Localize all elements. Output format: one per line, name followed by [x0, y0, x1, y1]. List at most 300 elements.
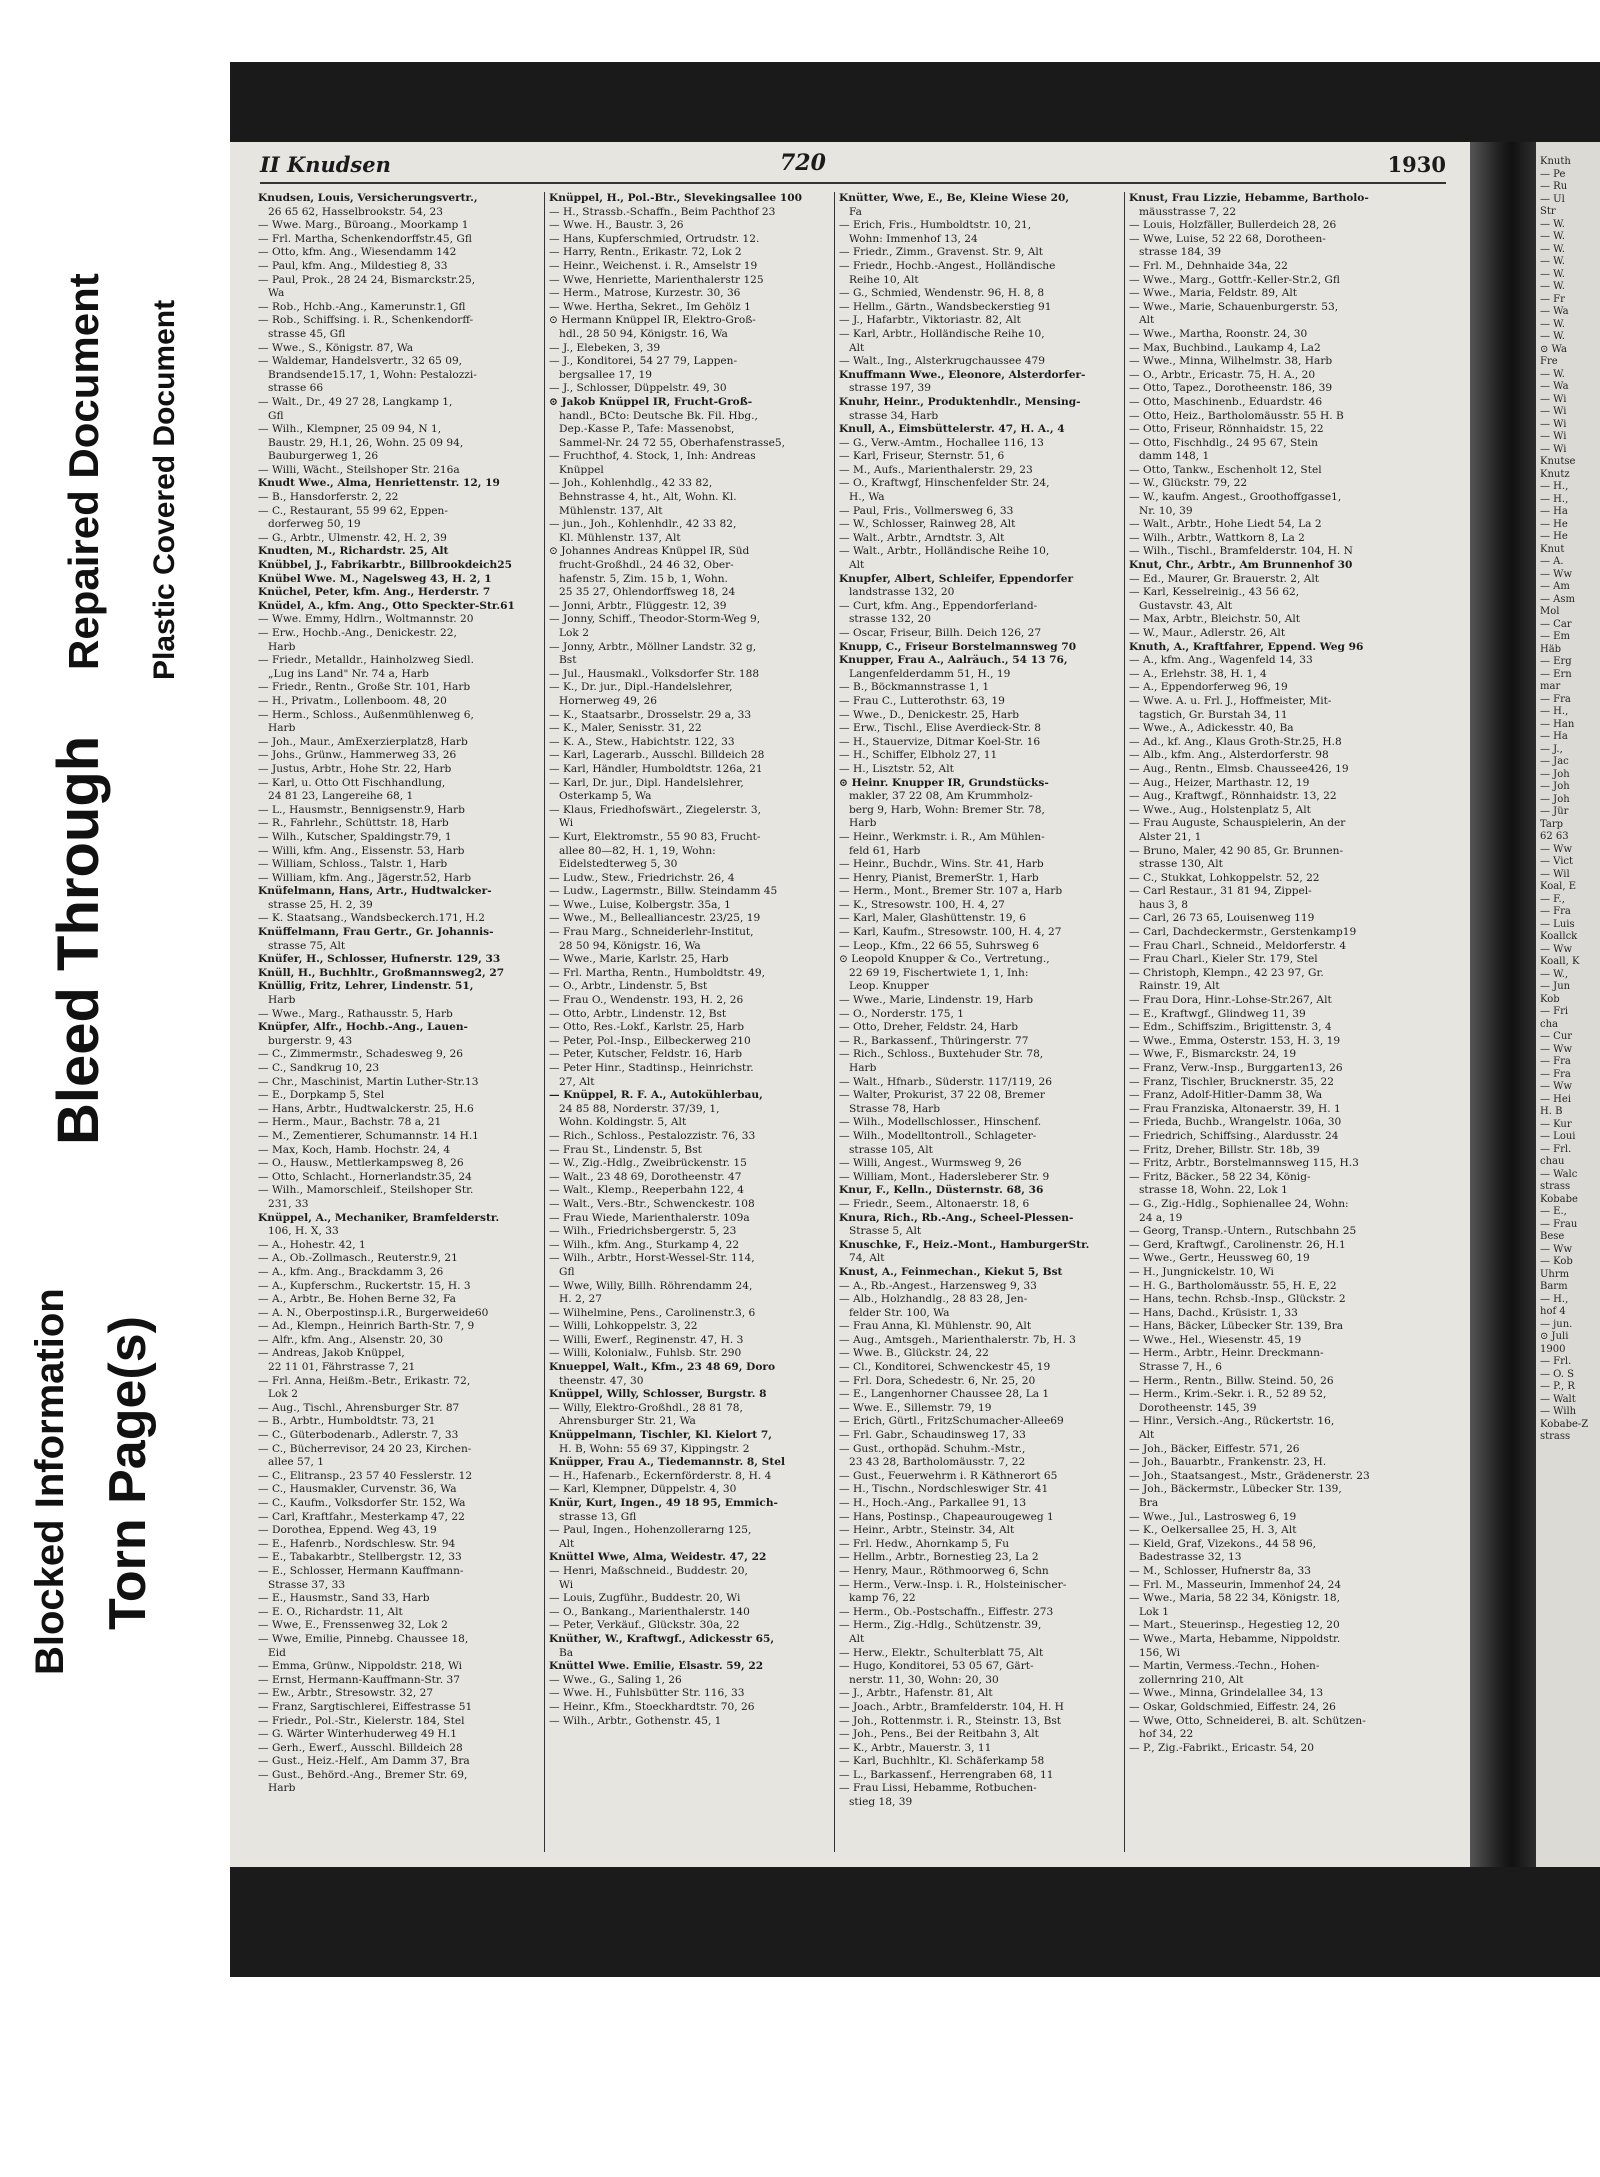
directory-entry: — A., Kupferschm., Ruckertstr. 15, H. 3 — [258, 1279, 471, 1292]
directory-entry: — K., Maler, Senisstr. 31, 22 — [549, 722, 702, 735]
directory-entry: — Peter, Pol.-Insp., Eilbeckerweg 210 — [549, 1034, 751, 1047]
directory-entry: — Klaus, Friedhofswärt., Ziegelerstr. 3, — [549, 803, 762, 816]
directory-entry: — Walt., Arbtr., Holländische Reihe 10, — [839, 545, 1050, 558]
directory-entry: Gfl — [559, 1265, 575, 1278]
directory-entry: — Ernst, Hermann-Kauffmann-Str. 37 — [258, 1673, 460, 1686]
directory-entry: — Rich., Schloss., Pestalozzistr. 76, 33 — [549, 1129, 756, 1142]
directory-entry: Harb — [849, 817, 877, 830]
edge-fragment: — H., — [1540, 1293, 1569, 1305]
directory-entry: — E., Hafenrb., Nordschlesw. Str. 94 — [258, 1537, 456, 1550]
directory-entry: dorferweg 50, 19 — [268, 518, 361, 531]
directory-entry: — B., Böckmannstrasse 1, 1 — [839, 681, 990, 694]
directory-entry: — Fritz, Dreher, Billstr. Str. 18b, 39 — [1129, 1143, 1320, 1156]
directory-entry: — Wwe, Emilie, Pinnebg. Chaussee 18, — [258, 1632, 469, 1645]
edge-fragment: — Luis — [1540, 918, 1575, 930]
directory-entry: — Wwe., Maria, 58 22 34, Königstr. 18, — [1129, 1592, 1341, 1605]
directory-entry: Gustavstr. 43, Alt — [1139, 599, 1233, 612]
directory-entry: — Wwe, Otto, Schneiderei, B. alt. Schützen- — [1129, 1714, 1366, 1727]
directory-entry: — Joh., Staatsangest., Mstr., Grädenerstr. 23 — [1129, 1469, 1370, 1482]
directory-entry: — Wilh., Arbtr., Wattkorn 8, La 2 — [1129, 531, 1305, 544]
edge-fragment: Knutse — [1540, 456, 1576, 467]
directory-entry: — Wilh., Kutscher, Spaldingstr.79, 1 — [258, 830, 452, 843]
edge-fragment: — O. S — [1540, 1368, 1574, 1380]
edge-fragment: ⊙ Wa — [1540, 343, 1567, 355]
directory-entry: — Friedr., Metalldr., Hainholzweg Siedl. — [258, 654, 474, 667]
directory-entry: — Alfr., kfm. Ang., Alsenstr. 20, 30 — [258, 1333, 443, 1346]
directory-entry: — Alb., Holzhandlg., 28 83 28, Jen- — [839, 1293, 1028, 1306]
directory-entry: — Harry, Rentn., Erikastr. 72, Lok 2 — [549, 246, 742, 259]
edge-fragment: — W. — [1540, 281, 1565, 292]
edge-fragment: — jun. — [1540, 1318, 1573, 1330]
directory-entry: — Wwe, F., Bismarckstr. 24, 19 — [1129, 1048, 1297, 1061]
directory-entry: Ahrensburger Str. 21, Wa — [559, 1415, 696, 1428]
directory-entry: Knuhr, Heinr., Produktenhdlr., Mensing- — [839, 395, 1081, 408]
column-3 — [834, 192, 1115, 1852]
directory-entry: — G., Verw.-Amtm., Hochallee 116, 13 — [839, 436, 1044, 449]
directory-entry: — Rob., Hchb.-Ang., Kamerunstr.1, Gfl — [258, 300, 466, 313]
directory-entry: Brandsende15.17, 1, Wohn: Pestalozzi- — [268, 368, 477, 381]
edge-fragment: Mol — [1540, 606, 1560, 617]
edge-fragment: Koall, K — [1540, 956, 1580, 967]
directory-entry: — Wilh., Arbtr., Gothenstr. 45, 1 — [549, 1714, 722, 1727]
plastic-covered-label: Plastic Covered Document — [148, 299, 181, 680]
directory-entry: Dep.-Kasse P., Tafe: Massenobst, — [559, 423, 735, 436]
directory-entry: — Herm., Maur., Bachstr. 78 a, 21 — [258, 1116, 442, 1129]
directory-entry: Hornerweg 49, 26 — [559, 694, 658, 707]
edge-fragment: Knut — [1540, 543, 1565, 555]
scanned-page — [230, 62, 1600, 1977]
directory-entry: — A., Ob.-Zollmasch., Reuterstr.9, 21 — [258, 1252, 458, 1265]
directory-entry: — Willi, Kolonialw., Fuhlsb. Str. 290 — [549, 1347, 742, 1360]
directory-entry: Sammel-Nr. 24 72 55, Oberhafenstrasse5, — [559, 436, 785, 449]
directory-entry: — Paul, kfm. Ang., Mildestieg 8, 33 — [258, 259, 448, 272]
directory-entry: 231, 33 — [268, 1197, 309, 1210]
directory-entry: — E. O., Richardstr. 11, Alt — [258, 1605, 403, 1618]
directory-entry: strasse 197, 39 — [849, 382, 932, 395]
directory-entry: Knudsen, Louis, Versicherungsvertr., — [258, 192, 478, 204]
directory-entry: Knüpper, Frau A., Tiedemannstr. 8, Stel — [549, 1456, 785, 1469]
directory-entry: — Jonny, Arbtr., Möllner Landstr. 32 g, — [549, 640, 757, 653]
directory-entry: — C., Güterbodenarb., Adlerstr. 7, 33 — [258, 1429, 459, 1442]
directory-entry: — A., kfm. Ang., Brackdamm 3, 26 — [258, 1265, 444, 1278]
directory-entry: — Herm., Matrose, Kurzestr. 30, 36 — [549, 287, 741, 300]
directory-entry: — Herm., Schloss., Außenmühlenweg 6, — [258, 708, 474, 721]
edge-fragment: — W., — [1540, 968, 1569, 980]
directory-entry: — W., Schlosser, Rainweg 28, Alt — [839, 518, 1016, 531]
directory-entry: Langenfelderdamm 51, H., 19 — [849, 667, 1011, 680]
directory-entry: — Karl, Klempner, Düppelstr. 4, 30 — [549, 1483, 737, 1496]
edge-fragment: — Asm — [1540, 593, 1576, 605]
directory-entry: — Fritz, Arbtr., Borstelmannsweg 115, H.3 — [1129, 1157, 1359, 1170]
directory-entry: — Wilh., Modelltontroll., Schlageter- — [839, 1129, 1037, 1142]
directory-entry: — Wwe., Minna, Wilhelmstr. 38, Harb — [1129, 355, 1333, 368]
directory-entry: strasse 132, 20 — [849, 613, 932, 626]
directory-entry: Knuschke, F., Heiz.-Mont., HamburgerStr. — [839, 1238, 1090, 1251]
facing-page-fragments — [1536, 142, 1600, 1444]
edge-fragment: — W. — [1540, 243, 1565, 255]
edge-fragment: — Ww — [1540, 1243, 1573, 1255]
directory-entry: — Otto, kfm. Ang., Wiesendamm 142 — [258, 246, 457, 259]
directory-entry: — Cl., Konditorei, Schwenckestr 45, 19 — [839, 1361, 1051, 1374]
directory-entry: — Hellm., Gärtn., Wandsbeckerstieg 91 — [839, 300, 1052, 313]
edge-fragment: — Wi — [1540, 406, 1567, 417]
edge-fragment: — P., R — [1540, 1381, 1575, 1392]
edge-fragment: Kobabe-Z — [1540, 1418, 1589, 1430]
edge-fragment: chau — [1540, 1156, 1565, 1167]
directory-entry: Lok 1 — [1139, 1605, 1169, 1618]
edge-fragment: — Ha — [1540, 506, 1568, 517]
directory-entry: Knüttel Wwe. Emilie, Elsastr. 59, 22 — [549, 1660, 764, 1673]
edge-fragment: — Pe — [1540, 168, 1566, 180]
directory-entry: — Wilh., Friedrichsbergerstr. 5, 23 — [549, 1225, 737, 1238]
directory-entry: haus 3, 8 — [1139, 898, 1188, 911]
edge-fragment: — Wi — [1540, 393, 1567, 405]
directory-entry: — Paul, Fris., Vollmersweg 6, 33 — [839, 504, 1014, 517]
directory-entry: — Wwe., M., Bellealliancestr. 23/25, 19 — [549, 912, 761, 925]
directory-entry: Lok 2 — [268, 1388, 298, 1401]
directory-entry: — Aug., Kraftwgf., Rönnhaidstr. 13, 22 — [1129, 790, 1337, 803]
directory-entry: Knuth, A., Kraftfahrer, Eppend. Weg 96 — [1129, 640, 1364, 653]
edge-fragment: — Car — [1540, 618, 1572, 630]
directory-entry: 23 43 28, Bartholomäusstr. 7, 22 — [849, 1456, 1026, 1469]
edge-fragment: — Wa — [1540, 306, 1569, 317]
directory-entry: — Gerh., Ewerf., Ausschl. Billdeich 28 — [258, 1741, 463, 1754]
edge-fragment: — Wi — [1540, 443, 1567, 455]
directory-entry: allee 80—82, H. 1, 19, Wohn: — [559, 844, 716, 857]
directory-entry: — C., Zimmermstr., Schadesweg 9, 26 — [258, 1048, 463, 1061]
directory-entry: — Joach., Arbtr., Bramfelderstr. 104, H. H — [839, 1700, 1064, 1713]
directory-entry: — Willi, Wächt., Steilshoper Str. 216a — [258, 463, 460, 476]
directory-entry: — Joh., Bäckermstr., Lübecker Str. 139, — [1129, 1483, 1342, 1496]
directory-entry: — Herm., Ob.-Postschaffn., Eiffestr. 273 — [839, 1605, 1054, 1618]
directory-entry: — Walt., Arbtr., Arndtstr. 3, Alt — [839, 531, 1005, 544]
directory-entry: — Wwe., D., Denickestr. 25, Harb — [839, 708, 1020, 721]
directory-entry: — Frl. Martha, Rentn., Humboldtstr. 49, — [549, 966, 765, 979]
directory-entry: Osterkamp 5, Wa — [559, 790, 652, 803]
directory-entry: Knust, A., Feinmechan., Kiekut 5, Bst — [839, 1265, 1063, 1278]
directory-entry: — Carl, 26 73 65, Louisenweg 119 — [1129, 912, 1315, 925]
directory-entry: — Ew., Arbtr., Stresowstr. 32, 27 — [258, 1687, 434, 1700]
directory-entry: Wa — [268, 287, 285, 300]
directory-entry: 27, Alt — [559, 1075, 595, 1088]
directory-entry: Dorotheenstr. 145, 39 — [1139, 1401, 1257, 1414]
directory-entry: — Carl Restaur., 31 81 94, Zippel- — [1129, 885, 1312, 898]
directory-entry: Mühlenstr. 137, Alt — [559, 504, 663, 517]
edge-fragment: strass — [1540, 1431, 1571, 1442]
directory-entry: 24 85 88, Norderstr. 37/39, 1, — [559, 1102, 720, 1115]
scan-background-top — [230, 62, 1600, 142]
edge-fragment: — Kur — [1540, 1118, 1572, 1130]
directory-entry: — Friedr., Seem., Altonaerstr. 18, 6 — [839, 1197, 1030, 1210]
directory-entry: H. B, Wohn: 55 69 37, Kippingstr. 2 — [559, 1442, 750, 1455]
directory-entry: Eid — [268, 1646, 286, 1659]
directory-entry: 106, H. X, 33 — [268, 1225, 339, 1238]
directory-entry: — Leop., Kfm., 22 66 55, Suhrsweg 6 — [839, 939, 1040, 952]
directory-entry: strasse 184, 39 — [1139, 246, 1222, 259]
directory-entry: berg 9, Harb, Wohn: Bremer Str. 78, — [849, 803, 1045, 816]
edge-fragment: — He — [1540, 531, 1568, 542]
directory-entry: — Willy, Elektro-Großhdl., 28 81 78, — [549, 1401, 743, 1414]
directory-entry: — Heinr., Werkmstr. i. R., Am Mühlen- — [839, 830, 1045, 843]
directory-entry: — H., Privatm., Lollenboom. 48, 20 — [258, 694, 447, 707]
directory-entry: Harb — [849, 1062, 877, 1074]
directory-entry: — Joh., Kohlenhdlg., 42 33 82, — [549, 477, 713, 490]
directory-entry: — G., Zig.-Hdlg., Sophienallee 24, Wohn: — [1129, 1197, 1349, 1210]
directory-entry: — Wwe., Luise, Kolbergstr. 35a, 1 — [549, 898, 731, 911]
directory-entry: — William, Schloss., Talstr. 1, Harb — [258, 858, 448, 871]
directory-entry: Knura, Rich., Rb.-Ang., Scheel-Plessen- — [839, 1211, 1074, 1224]
directory-entry: 25 35 27, Ohlendorffsweg 18, 24 — [559, 586, 736, 599]
directory-entry: 156, Wi — [1139, 1646, 1181, 1659]
directory-entry: — Justus, Arbtr., Hohe Str. 22, Harb — [258, 762, 452, 775]
directory-entry: — Fruchthof, 4. Stock, 1, Inh: Andreas — [549, 450, 756, 463]
edge-fragment: — F., — [1540, 893, 1565, 905]
directory-entry: — C., Restaurant, 55 99 62, Eppen- — [258, 504, 448, 517]
edge-fragment: — Joh — [1540, 793, 1570, 805]
directory-entry: Strasse 5, Alt — [849, 1225, 922, 1238]
directory-entry: Fa — [849, 205, 862, 218]
directory-entry: Knür, Kurt, Ingen., 49 18 95, Emmich- — [549, 1497, 778, 1509]
directory-entry: ⊙ Johannes Andreas Knüppel IR, Süd — [549, 545, 750, 558]
directory-entry: — Wwe. H., Fuhlsbütter Str. 116, 33 — [549, 1687, 745, 1700]
directory-entry: Harb — [268, 994, 296, 1007]
directory-entry: Wi — [559, 1578, 574, 1591]
directory-entry: — Gust., Feuerwehrm i. R Käthnerort 65 — [839, 1469, 1058, 1482]
directory-entry: Harb — [268, 722, 296, 735]
directory-entry: — Alb., kfm. Ang., Alsterdorferstr. 98 — [1129, 749, 1329, 762]
directory-entry: 26 65 62, Hasselbrookstr. 54, 23 — [268, 205, 444, 218]
directory-entry: — K. A., Stew., Habichtstr. 122, 33 — [549, 735, 735, 748]
directory-entry: — Kurt, Elektromstr., 55 90 83, Frucht- — [549, 830, 761, 843]
directory-entry: — Karl, Dr. jur., Dipl. Handelslehrer, — [549, 776, 744, 789]
directory-entry: — G., Arbtr., Ulmenstr. 42, H. 2, 39 — [258, 531, 447, 544]
directory-entry: — Ad., Klempn., Heinrich Barth-Str. 7, 9 — [258, 1320, 475, 1333]
directory-entry: Bra — [1139, 1497, 1159, 1509]
directory-entry: — Wilhelmine, Pens., Carolinenstr.3, 6 — [549, 1306, 756, 1319]
directory-entry: — Ed., Maurer, Gr. Brauerstr. 2, Alt — [1129, 572, 1320, 585]
directory-entry: — P., Zig.-Fabrikt., Ericastr. 54, 20 — [1129, 1741, 1314, 1754]
directory-entry: — Franz, Verw.-Insp., Burggarten13, 26 — [1129, 1062, 1343, 1074]
directory-entry: — Oskar, Goldschmied, Eiffestr. 24, 26 — [1129, 1700, 1336, 1713]
directory-entry: — Frau St., Lindenstr. 5, Bst — [549, 1143, 702, 1156]
directory-entry: — W., kaufm. Angest., Groothoffgasse1, — [1129, 491, 1342, 504]
directory-entry: — Ludw., Stew., Friedrichstr. 26, 4 — [549, 871, 735, 884]
directory-entry: — H., Schiffer, Elbholz 27, 11 — [839, 749, 998, 762]
edge-fragment: — Erg — [1540, 656, 1572, 667]
directory-entry: Knüfelmann, Hans, Artr., Hudtwalcker- — [258, 885, 492, 898]
edge-fragment: Barm — [1540, 1281, 1568, 1292]
directory-entry: — Wwe., Aug., Holstenplatz 5, Alt — [1129, 803, 1311, 816]
directory-entry: — Wilh., Mamorschleif., Steilshoper Str. — [258, 1184, 474, 1197]
directory-entry: — Frl. Anna, Heißm.-Betr., Erikastr. 72, — [258, 1374, 471, 1387]
directory-entry: — Aug., Rentn., Elmsb. Chaussee426, 19 — [1129, 762, 1349, 775]
directory-entry: — Karl, Händler, Humboldtstr. 126a, 21 — [549, 762, 763, 775]
directory-entry: — Friedrich, Schiffsing., Alardusstr. 24 — [1129, 1129, 1339, 1142]
edge-fragment: — J., — [1540, 743, 1563, 755]
edge-fragment: — Frl. — [1540, 1143, 1572, 1155]
directory-entry: — Knüppel, R. F. A., Autokühlerbau, — [549, 1089, 763, 1102]
directory-entry: — Wwe, Henriette, Marienthalerstr 125 — [549, 273, 764, 286]
directory-entry: — J., Elebeken, 3, 39 — [549, 341, 661, 354]
edge-fragment: — Vict — [1540, 856, 1574, 867]
directory-entry: — Frau Anna, Kl. Mühlenstr. 90, Alt — [839, 1320, 1032, 1333]
directory-entry: — Friedr., Pol.-Str., Kielerstr. 184, Stel — [258, 1714, 465, 1727]
directory-entry: — Walt., Hfnarb., Süderstr. 117/119, 26 — [839, 1075, 1052, 1088]
directory-entry: — A. N., Oberpostinsp.i.R., Burgerweide60 — [258, 1306, 489, 1319]
edge-fragment: — Jac — [1540, 756, 1569, 767]
directory-entry: — Erich, Fris., Humboldtstr. 10, 21, — [839, 219, 1032, 232]
directory-entry: — E., Dorpkamp 5, Stel — [258, 1089, 385, 1102]
directory-entry: — Joh., Bauarbtr., Frankenstr. 23, H. — [1129, 1456, 1327, 1469]
directory-entry: Knueppel, Walt., Kfm., 23 48 69, Doro — [549, 1361, 776, 1374]
directory-entry: — Henry, Pianist, BremerStr. 1, Harb — [839, 871, 1039, 884]
directory-entry: — A., Arbtr., Be. Hohen Berne 32, Fa — [258, 1293, 456, 1306]
edge-fragment: — Wi — [1540, 418, 1567, 430]
directory-entry: Knust, Frau Lizzie, Hebamme, Bartholo- — [1129, 192, 1369, 204]
directory-entry: — Frau Franziska, Altonaerstr. 39, H. 1 — [1129, 1102, 1341, 1115]
directory-entry: — Frau Charl., Schneid., Meldorferstr. 4 — [1129, 939, 1347, 952]
directory-columns — [258, 192, 1408, 1852]
directory-entry: — Karl, Friseur, Sternstr. 51, 6 — [839, 450, 1005, 463]
directory-entry: mäusstrasse 7, 22 — [1139, 205, 1237, 218]
directory-entry: Knüttel Wwe, Alma, Weidestr. 47, 22 — [549, 1551, 767, 1564]
directory-entry: — Mart., Steuerinsp., Hegestieg 12, 20 — [1129, 1619, 1340, 1632]
page-number: 720 — [780, 150, 826, 176]
directory-entry: — William, Mont., Hadersleberer Str. 9 — [839, 1170, 1050, 1183]
directory-entry: — E., Kraftwgf., Glindweg 11, 39 — [1129, 1007, 1306, 1020]
directory-entry: — Carl, Dachdeckermstr., Gerstenkamp19 — [1129, 926, 1357, 939]
directory-entry: — Wwe., Emma, Osterstr. 153, H. 3, 19 — [1129, 1034, 1341, 1047]
edge-fragment: — Han — [1540, 718, 1575, 730]
directory-page — [230, 142, 1470, 1872]
directory-entry: 22 69 19, Fischertwiete 1, 1, Inh: — [849, 966, 1029, 979]
edge-fragment: — W. — [1540, 256, 1565, 267]
book-binding — [1470, 142, 1540, 1872]
directory-entry: strasse 75, Alt — [268, 939, 346, 952]
directory-entry: — W., Zig.-Hdlg., Zweibrückenstr. 15 — [549, 1157, 747, 1170]
directory-entry: — Peter, Verkäuf., Glückstr. 30a, 22 — [549, 1619, 740, 1632]
directory-entry: — E., Hausmstr., Sand 33, Harb — [258, 1592, 430, 1605]
directory-entry: hdl., 28 50 94, Königstr. 16, Wa — [559, 327, 728, 340]
directory-entry: — A., Eppendorferweg 96, 19 — [1129, 681, 1288, 694]
directory-entry: — Otto, Tapez., Dorotheenstr. 186, 39 — [1129, 382, 1333, 395]
directory-entry: Knüffelmann, Frau Gertr., Gr. Johannis- — [258, 926, 494, 939]
directory-entry: — A., Erlehstr. 38, H. 1, 4 — [1129, 667, 1267, 680]
directory-entry: — H., Strassb.-Schaffn., Beim Pachthof 23 — [549, 205, 776, 218]
directory-entry: — Gust., Behörd.-Ang., Bremer Str. 69, — [258, 1768, 468, 1781]
directory-entry: Knüll, H., Buchhltr., Großmannsweg2, 27 — [258, 966, 505, 979]
directory-entry: — Herm., Verw.-Insp. i. R., Holsteinischer- — [839, 1578, 1067, 1591]
edge-fragment: — Ru — [1540, 181, 1568, 192]
directory-entry: tagstich, Gr. Burstah 34, 11 — [1139, 708, 1288, 721]
directory-entry: — Rob., Schiffsing. i. R., Schenkendorff- — [258, 314, 474, 327]
directory-entry: stieg 18, 39 — [849, 1796, 913, 1809]
directory-entry: strasse 66 — [268, 382, 324, 395]
directory-entry: — Frau Lissi, Hebamme, Rotbuchen- — [839, 1782, 1037, 1795]
directory-entry: — W., Maur., Adlerstr. 26, Alt — [1129, 627, 1286, 639]
directory-entry: — Hans, Postinsp., Chapeaurougeweg 1 — [839, 1510, 1054, 1523]
directory-entry: Knüpfer, Alfr., Hochb.-Ang., Lauen- — [258, 1021, 468, 1034]
edge-fragment: Kobabe — [1540, 1193, 1578, 1205]
edge-fragment: — Fra — [1540, 693, 1571, 705]
directory-entry: — Max, Arbtr., Bleichstr. 50, Alt — [1129, 613, 1301, 626]
directory-entry: Alt — [849, 1632, 865, 1645]
directory-entry: — Otto, Schlacht., Hornerlandstr.35, 24 — [258, 1170, 472, 1183]
directory-entry: — Wilh., Arbtr., Horst-Wessel-Str. 114, — [549, 1252, 755, 1265]
directory-entry: — Herw., Elektr., Schulterblatt 75, Alt — [839, 1646, 1044, 1659]
directory-entry: Knut, Chr., Arbtr., Am Brunnenhof 30 — [1129, 559, 1353, 572]
edge-fragment: — Wi — [1540, 431, 1567, 442]
edge-fragment: H. B — [1540, 1106, 1563, 1117]
directory-entry: — Carl, Kraftfahr., Mesterkamp 47, 22 — [258, 1510, 465, 1523]
directory-entry: Knüppel, A., Mechaniker, Bramfelderstr. — [258, 1211, 500, 1224]
directory-entry: — Willi, Ewerf., Reginenstr. 47, H. 3 — [549, 1333, 744, 1346]
edge-fragment: — Ww — [1540, 1043, 1573, 1055]
directory-entry: — Frau Auguste, Schauspielerin, An der — [1129, 817, 1346, 830]
directory-entry: — L., Hausmstr., Bennigsenstr.9, Harb — [258, 803, 465, 816]
directory-entry: strasse 34, Harb — [849, 409, 939, 422]
directory-entry: — Wwe., Martha, Roonstr. 24, 30 — [1129, 327, 1308, 340]
directory-entry: handl., BCto: Deutsche Bk. Fil. Hbg., — [559, 409, 758, 422]
directory-entry: Gfl — [268, 409, 284, 422]
directory-entry: — J., Schlosser, Düppelstr. 49, 30 — [549, 382, 727, 395]
directory-entry: — Max, Buchbind., Laukamp 4, La2 — [1129, 341, 1321, 354]
directory-entry: — Hellm., Arbtr., Bornestieg 23, La 2 — [839, 1551, 1039, 1564]
directory-entry: Ba — [559, 1646, 574, 1659]
directory-entry: — Oscar, Friseur, Billh. Deich 126, 27 — [839, 627, 1042, 639]
directory-entry: — Walt., Vers.-Btr., Schwenckestr. 108 — [549, 1197, 755, 1210]
edge-fragment: — Wa — [1540, 381, 1569, 392]
directory-entry: — Heinr., Arbtr., Steinstr. 34, Alt — [839, 1524, 1015, 1537]
directory-entry: — Wwe, E., Frenssenweg 32, Lok 2 — [258, 1619, 448, 1632]
directory-entry: — Otto, Maschinenb., Eduardstr. 46 — [1129, 395, 1323, 408]
directory-entry: — Christoph, Klempn., 42 23 97, Gr. — [1129, 966, 1324, 979]
directory-entry: — Joh., Rottenmstr. i. R., Steinstr. 13, Bst — [839, 1714, 1062, 1727]
directory-entry: damm 148, 1 — [1139, 450, 1210, 463]
directory-entry: — Georg, Transp.-Untern., Rutschbahn 25 — [1129, 1225, 1357, 1238]
directory-entry: — Paul, Ingen., Hohenzollerarng 125, — [549, 1524, 752, 1537]
directory-entry: — Frau C., Lutterothstr. 63, 19 — [839, 694, 1005, 707]
directory-entry: Bauburgerweg 1, 26 — [268, 450, 379, 463]
directory-entry: Alt — [559, 1537, 575, 1550]
directory-entry: Strasse 7, H., 6 — [1139, 1361, 1222, 1374]
directory-entry: — Peter, Kutscher, Feldstr. 16, Harb — [549, 1048, 743, 1061]
directory-entry: — M., Schlosser, Hufnerstr 8a, 33 — [1129, 1564, 1312, 1577]
directory-entry: — C., Stukkat, Lohkoppelstr. 52, 22 — [1129, 871, 1320, 884]
edge-fragment: — H., — [1540, 481, 1569, 492]
directory-entry: — Aug., Heizer, Marthastr. 12, 19 — [1129, 776, 1310, 789]
edge-fragment: — H., — [1540, 493, 1569, 505]
directory-entry: — H., Hafenarb., Eckernförderstr. 8, H. 4 — [549, 1469, 772, 1482]
directory-entry: 22 11 01, Fährstrasse 7, 21 — [268, 1361, 416, 1374]
directory-entry: — Frl. Dora, Schedestr. 6, Nr. 25, 20 — [839, 1374, 1036, 1387]
directory-entry: — Willi, kfm. Ang., Eissenstr. 53, Harb — [258, 844, 465, 857]
directory-entry: — C., Kaufm., Volksdorfer Str. 152, Wa — [258, 1497, 466, 1509]
edge-fragment: — W. — [1540, 368, 1565, 380]
directory-entry: — Fritz, Bäcker., 58 22 34, König- — [1129, 1170, 1311, 1183]
directory-entry: Harb — [268, 1782, 296, 1795]
directory-entry: — Franz, Sargtischlerei, Eiffestrasse 51 — [258, 1700, 473, 1713]
directory-entry: Knübbel, J., Fabrikarbtr., Billbrookdeich25 — [258, 559, 512, 572]
edge-fragment: — He — [1540, 518, 1568, 530]
directory-entry: — Gust., orthopäd. Schuhm.-Mstr., — [839, 1442, 1026, 1455]
directory-entry: — Wwe., Marie, Schauenburgerstr. 53, — [1129, 300, 1339, 313]
directory-entry: — Wwe., S., Königstr. 87, Wa — [258, 341, 414, 354]
directory-entry: Bst — [559, 654, 577, 667]
directory-entry: — Max, Koch, Hamb. Hochstr. 24, 4 — [258, 1143, 451, 1156]
directory-entry: — Herm., Arbtr., Heinr. Dreckmann- — [1129, 1347, 1324, 1360]
edge-fragment: — Frl. — [1540, 1356, 1572, 1367]
